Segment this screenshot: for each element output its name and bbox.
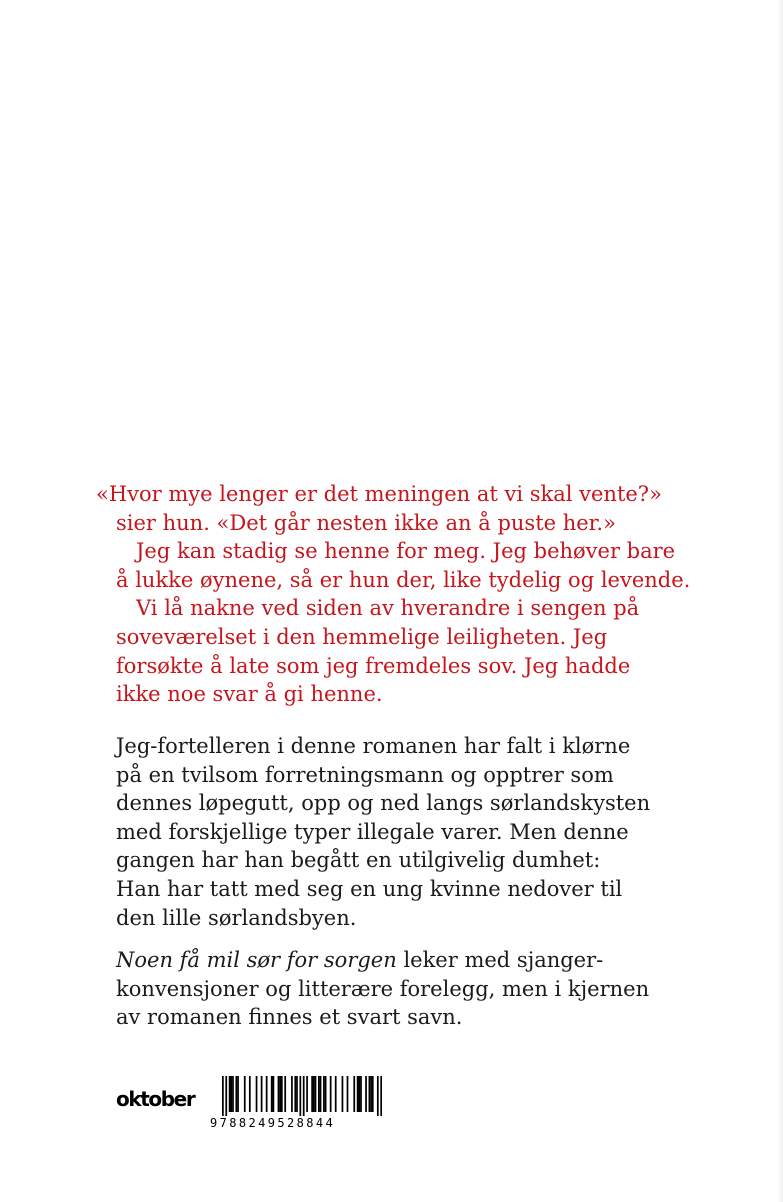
blurb-paragraph	[116, 732, 676, 932]
blurb-line: med forskjellige typer illegale varer. Men denne	[116, 819, 629, 844]
barcode-bar	[320, 1076, 322, 1112]
barcode-bar	[377, 1076, 379, 1116]
barcode-bar	[225, 1076, 227, 1116]
barcode-bar	[273, 1076, 275, 1112]
quote-line: sier hun. «Det går nesten ikke an å puste her.»	[116, 510, 616, 535]
barcode-bar	[296, 1076, 298, 1112]
blurb-paragraph	[116, 946, 676, 1032]
barcode-bar	[235, 1076, 237, 1112]
barcode-bar	[284, 1076, 286, 1112]
barcode-bar	[347, 1076, 349, 1112]
isbn-number: 9788249528844	[210, 1116, 336, 1130]
barcode-bar	[232, 1076, 234, 1112]
barcode-bar	[380, 1076, 382, 1116]
quote-line: «Hvor mye lenger er det meningen at vi skal vente?»	[96, 482, 662, 506]
barcode-bar	[266, 1076, 268, 1112]
barcode-bar	[311, 1076, 313, 1112]
barcode-bar	[303, 1076, 305, 1116]
blurb-line: på en tvilsom forretningsmann og opptrer som	[116, 762, 614, 787]
blurb-line: av romanen finnes et svart savn.	[116, 1005, 463, 1030]
barcode-bar	[358, 1076, 360, 1112]
barcode-bar	[278, 1076, 280, 1112]
barcode-bar	[230, 1076, 232, 1112]
barcode-bar	[261, 1076, 263, 1112]
barcode-bar	[318, 1076, 320, 1112]
barcode-bar	[353, 1076, 355, 1112]
blurb-line: Jeg-fortelleren i denne romanen har falt i klørne	[116, 734, 631, 758]
blurb-line: den lille sørlandsbyen.	[116, 905, 357, 930]
quote-line: ikke noe svar å gi henne.	[116, 682, 383, 707]
barcode-bar	[281, 1076, 283, 1112]
barcode-bar	[365, 1076, 367, 1112]
blurb-line: dennes løpegutt, opp og ned langs sørlandskysten	[116, 791, 651, 816]
blurb-line: konvensjoner og litterære forelegg, men i kjernen	[116, 976, 650, 1001]
barcode-bar	[244, 1076, 246, 1112]
barcode-bars	[222, 1076, 382, 1116]
barcode-bar	[229, 1076, 231, 1112]
barcode-bar	[325, 1076, 327, 1112]
quote-line: Jeg kan stadig se henne for meg. Jeg behøver bare	[136, 539, 676, 564]
barcode-bar	[370, 1076, 372, 1112]
barcode-bar	[299, 1076, 301, 1116]
barcode-bar	[315, 1076, 317, 1112]
barcode-bar	[369, 1076, 371, 1112]
blurb-line	[116, 946, 676, 975]
book-blurb	[116, 732, 676, 1032]
barcode-bar	[291, 1076, 293, 1112]
barcode-bar	[306, 1076, 308, 1112]
barcode-bar	[330, 1076, 332, 1112]
barcode-bar	[313, 1076, 315, 1112]
blurb-text: leker med sjanger-	[396, 948, 604, 973]
barcode-bar	[271, 1076, 273, 1112]
quote-line: forsøkte å late som jeg fremdeles sov. Jeg hadde	[116, 653, 631, 678]
quote-line: Vi lå nakne ved siden av hverandre i sengen på	[136, 596, 640, 621]
quote-line: å lukke øynene, så er hun der, like tydelig og levende.	[116, 567, 691, 592]
barcode-bar	[335, 1076, 337, 1112]
barcode-bar	[279, 1076, 281, 1112]
barcode-bar	[237, 1076, 239, 1112]
barcode-bar	[372, 1076, 374, 1112]
barcode-bar	[357, 1076, 359, 1112]
book-title: Noen få mil sør for sorgen	[116, 948, 397, 973]
isbn-barcode	[210, 1076, 386, 1132]
barcode-bar	[294, 1076, 296, 1112]
barcode-bar	[323, 1076, 325, 1112]
barcode-bar	[342, 1076, 344, 1112]
barcode-bar	[360, 1076, 362, 1112]
blurb-line: Han har tatt med seg en ung kvinne nedover til	[116, 876, 623, 901]
barcode-bar	[222, 1076, 224, 1116]
barcode-bar	[256, 1076, 258, 1112]
quote-line: soveværelset i den hemmelige leiligheten. Jeg	[116, 624, 608, 649]
excerpt-quote	[96, 480, 736, 709]
blurb-line: gangen har han begått en utilgivelig dumhet:	[116, 848, 601, 873]
barcode-bar	[249, 1076, 251, 1112]
publisher-logo: oktober	[116, 1087, 195, 1111]
page-edge	[778, 0, 783, 1202]
